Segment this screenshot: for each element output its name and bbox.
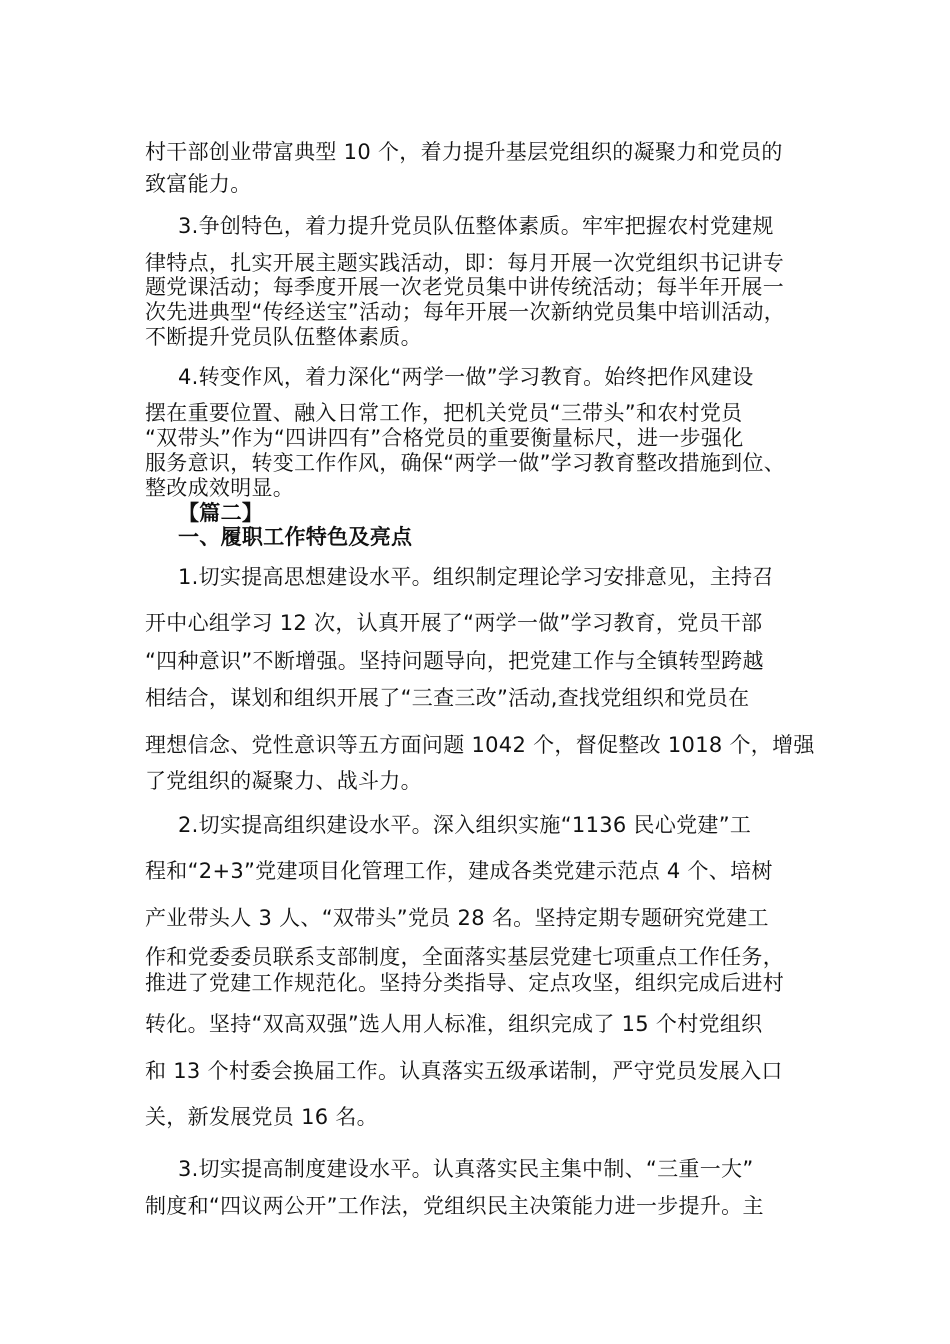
text-line: 服务意识，转变工作作风，确保“两学一做”学习教育整改措施到位、 (145, 451, 786, 475)
text-line: 致富能力。 (145, 172, 252, 196)
text-line: 4.转变作风，着力深化“两学一做”学习教育。始终把作风建设 (178, 365, 754, 389)
text-line: 作和党委委员联系支部制度，全面落实基层党建七项重点工作任务， (145, 945, 784, 969)
text-line: 了党组织的凝聚力、战斗力。 (145, 769, 422, 793)
section-heading: 【篇二】 (178, 501, 264, 525)
text-line: 摆在重要位置、融入日常工作，把机关党员“三带头”和农村党员 (145, 401, 743, 425)
text-line: 村干部创业带富典型 10 个，着力提升基层党组织的凝聚力和党员的 (145, 140, 783, 164)
text-line: 理想信念、党性意识等五方面问题 1042 个，督促整改 1018 个，增强 (145, 733, 815, 757)
text-line: 整改成效明显。 (145, 476, 295, 500)
text-line: “四种意识”不断增强。坚持问题导向，把党建工作与全镇转型跨越 (145, 649, 764, 673)
text-line: “双带头”作为“四讲四有”合格党员的重要衡量标尺，进一步强化 (145, 426, 744, 450)
text-line: 不断提升党员队伍整体素质。 (145, 325, 422, 349)
text-line: 题党课活动；每季度开展一次老党员集中讲传统活动；每半年开展一 (145, 275, 784, 299)
text-line: 制度和“四议两公开”工作法，党组织民主决策能力进一步提升。主 (145, 1194, 764, 1218)
text-line: 律特点，扎实开展主题实践活动，即：每月开展一次党组织书记讲专 (145, 251, 784, 275)
text-line: 开中心组学习 12 次，认真开展了“两学一做”学习教育，党员干部 (145, 611, 763, 635)
text-line: 3.争创特色，着力提升党员队伍整体素质。牢牢把握农村党建规 (178, 214, 774, 238)
text-line: 次先进典型“传经送宝”活动；每年开展一次新纳党员集中培训活动， (145, 300, 786, 324)
text-line: 产业带头人 3 人、“双带头”党员 28 名。坚持定期专题研究党建工 (145, 906, 769, 930)
text-line: 推进了党建工作规范化。坚持分类指导、定点攻坚，组织完成后进村 (145, 971, 784, 995)
subsection-heading: 一、履职工作特色及亮点 (178, 525, 413, 549)
text-line: 转化。坚持“双高双强”选人用人标准，组织完成了 15 个村党组织 (145, 1012, 763, 1036)
text-line: 程和“2+3”党建项目化管理工作，建成各类党建示范点 4 个、培树 (145, 859, 773, 883)
text-line: 2.切实提高组织建设水平。深入组织实施“1136 民心党建”工 (178, 813, 752, 837)
text-line: 关，新发展党员 16 名。 (145, 1105, 378, 1129)
text-line: 1.切实提高思想建设水平。组织制定理论学习安排意见，主持召 (178, 565, 774, 589)
text-line: 和 13 个村委会换届工作。认真落实五级承诺制，严守党员发展入口 (145, 1059, 783, 1083)
text-line: 3.切实提高制度建设水平。认真落实民主集中制、“三重一大” (178, 1157, 754, 1181)
text-line: 相结合，谋划和组织开展了“三查三改”活动,查找党组织和党员在 (145, 686, 750, 710)
